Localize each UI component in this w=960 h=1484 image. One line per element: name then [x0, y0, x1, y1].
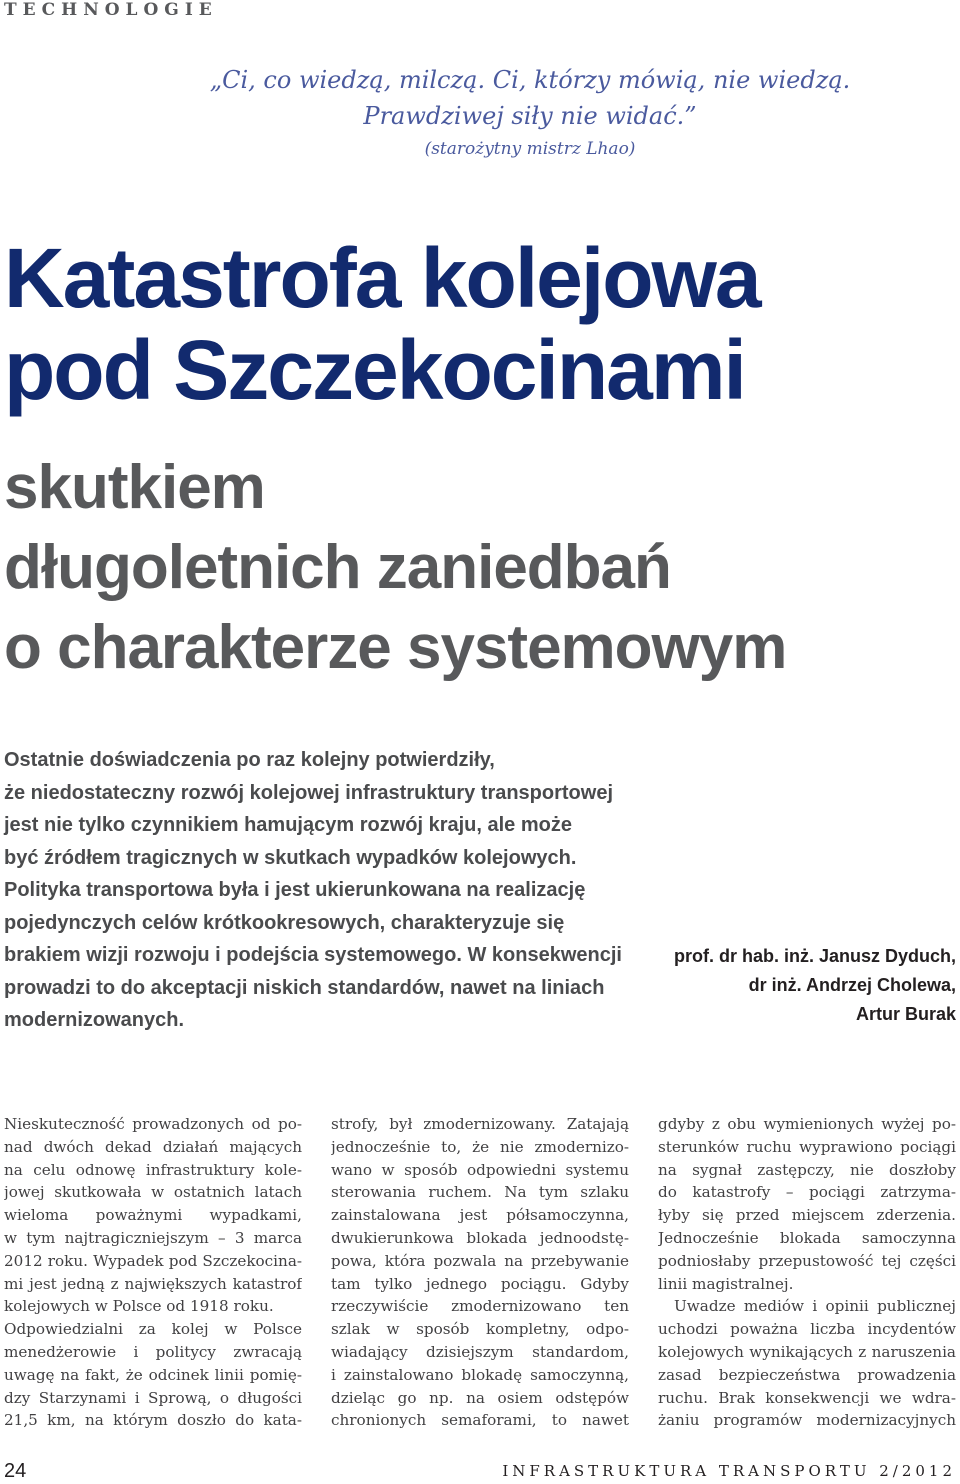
body-line: menedżerowie i politycy zwracają [4, 1342, 302, 1361]
body-line: żaniu programów modernizacyjnych [658, 1411, 956, 1430]
body-line: jednocześnie to, że nie zmodernizo- [331, 1137, 629, 1156]
author-line: dr inż. Andrzej Cholewa, [748, 975, 956, 995]
epigraph-quote [100, 62, 960, 160]
lead-line: Polityka transportowa była i jest ukierunkowana na realizację [4, 879, 586, 901]
body-line: jowej skutkowała w ostatnich latach [4, 1183, 302, 1202]
quote-line-2: Prawdziwej siły nie widać.” [363, 102, 697, 130]
body-column-1 [4, 1113, 302, 1432]
title-line-1: Katastrofa kolejowa [4, 231, 760, 325]
body-line: zasad bezpieczeństwa prowadzenia [658, 1365, 956, 1384]
body-line: nad dwóch dekad działań mających [4, 1137, 302, 1156]
body-line: zainstalowana jest półsamoczynna, [331, 1206, 629, 1225]
body-line: na sygnał zastępczy, nie doszłoby [658, 1160, 956, 1179]
body-line: dzieląc go np. na osiem odstępów [331, 1388, 629, 1407]
article-title [4, 232, 954, 416]
lead-line: pojedynczych celów krótkookresowych, charakteryzuje się [4, 911, 565, 934]
quote-attribution: (starożytny mistrz Lhao) [424, 139, 636, 159]
author-line: Artur Burak [855, 1004, 956, 1024]
body-line: wieloma poważnymi wypadkami, [4, 1206, 302, 1225]
body-line: dwukierunkowa blokada jednoodstę- [331, 1228, 629, 1247]
body-line: mi jest jedną z największych katastrof [4, 1274, 302, 1293]
body-line: powa, która pozwala na przebywanie [331, 1251, 629, 1270]
author-list [666, 942, 956, 1029]
page-number: 24 [4, 1460, 27, 1482]
body-line: Nieskuteczność prowadzonych od po- [4, 1115, 302, 1133]
body-line: wiadający dzisiejszym standardom, [331, 1342, 629, 1361]
body-line: szlak w sposób kompletny, odpo- [331, 1320, 629, 1339]
body-line: łyby się przed miejscem zderzenia. [658, 1206, 956, 1225]
subtitle-line-1: skutkiem [4, 453, 265, 522]
body-line: ruchu. Brak konsekwencji we wdra- [658, 1388, 956, 1407]
body-line: w tym najtragiczniejszym – 3 marca [4, 1228, 302, 1247]
body-line: chronionych semaforami, to nawet [331, 1411, 629, 1430]
lead-line: Ostatnie doświadczenia po raz kolejny potwierdziły, [4, 749, 495, 771]
body-line: strofy, był zmodernizowany. Zatajają [331, 1115, 629, 1133]
body-line: dzy Starzynami i Sprową, o długości [4, 1388, 302, 1407]
subtitle-line-2: długoletnich zaniedbań [4, 533, 671, 602]
lead-line: jest nie tylko czynnikiem hamującym rozwój kraju, ale może [4, 814, 572, 836]
body-column-2 [331, 1113, 629, 1432]
lead-line: że niedostateczny rozwój kolejowej infrastruktury transportowej [4, 781, 614, 804]
lead-line: prowadzi to do akceptacji niskich standardów, nawet na liniach [4, 976, 605, 999]
body-line: uchodzi poważna liczba incydentów [658, 1320, 956, 1339]
publication-footer: INFRASTRUKTURA TRANSPORTU 2/2012 [502, 1462, 956, 1480]
body-line: 21,5 km, na którym doszło do kata- [4, 1411, 302, 1430]
body-line: Jednocześnie blokada samoczynna [658, 1228, 956, 1247]
body-column-3 [658, 1113, 956, 1432]
section-tag: TECHNOLOGIE [4, 0, 218, 20]
body-line: 2012 roku. Wypadek pod Szczekocina- [4, 1251, 302, 1270]
body-line: uwagę na fakt, że odcinek linii pomię- [4, 1365, 302, 1384]
body-line: i zainstalowano blokadę samoczynną, [331, 1365, 629, 1384]
body-line: na celu odnowę infrastruktury kole- [4, 1160, 302, 1179]
lead-line: być źródłem tragicznych w skutkach wypadków kolejowych. [4, 846, 577, 869]
lead-line: modernizowanych. [4, 1009, 185, 1031]
body-line: podniosłaby przepustowość tej części [658, 1251, 956, 1270]
article-subtitle [4, 448, 954, 688]
body-line: wano w sposób odpowiedni systemu [331, 1160, 629, 1179]
body-line: kolejowych w Polsce od 1918 roku. [4, 1297, 274, 1316]
body-line: Odpowiedzialni za kolej w Polsce [4, 1320, 302, 1339]
lead-line: brakiem wizji rozwoju i podejścia systemowego. W konsekwencji [4, 944, 622, 966]
title-line-2: pod Szczekocinami [4, 323, 745, 417]
quote-line-1: „Ci, co wiedzą, milczą. Ci, którzy mówią, nie wiedzą. [209, 66, 851, 94]
body-line: gdyby z obu wymienionych wyżej po- [658, 1115, 956, 1133]
lead-paragraph [4, 744, 644, 1037]
body-line: kolejowych wynikających z naruszenia [658, 1342, 956, 1361]
body-line: do katastrofy – pociągi zatrzyma- [658, 1183, 956, 1202]
body-line: linii magistralnej. [658, 1274, 794, 1293]
body-line: Uwadze mediów i opinii publicznej [674, 1297, 956, 1316]
body-line: rzeczywiście zmodernizowano ten [331, 1297, 629, 1316]
subtitle-line-3: o charakterze systemowym [4, 613, 787, 682]
author-line: prof. dr hab. inż. Janusz Dyduch, [673, 946, 956, 966]
body-line: tam tylko jednego pociągu. Gdyby [331, 1274, 629, 1293]
body-line: sterunków ruchu wyprawiono pociągi [658, 1137, 956, 1156]
body-line: sterowania ruchem. Na tym szlaku [331, 1183, 629, 1202]
